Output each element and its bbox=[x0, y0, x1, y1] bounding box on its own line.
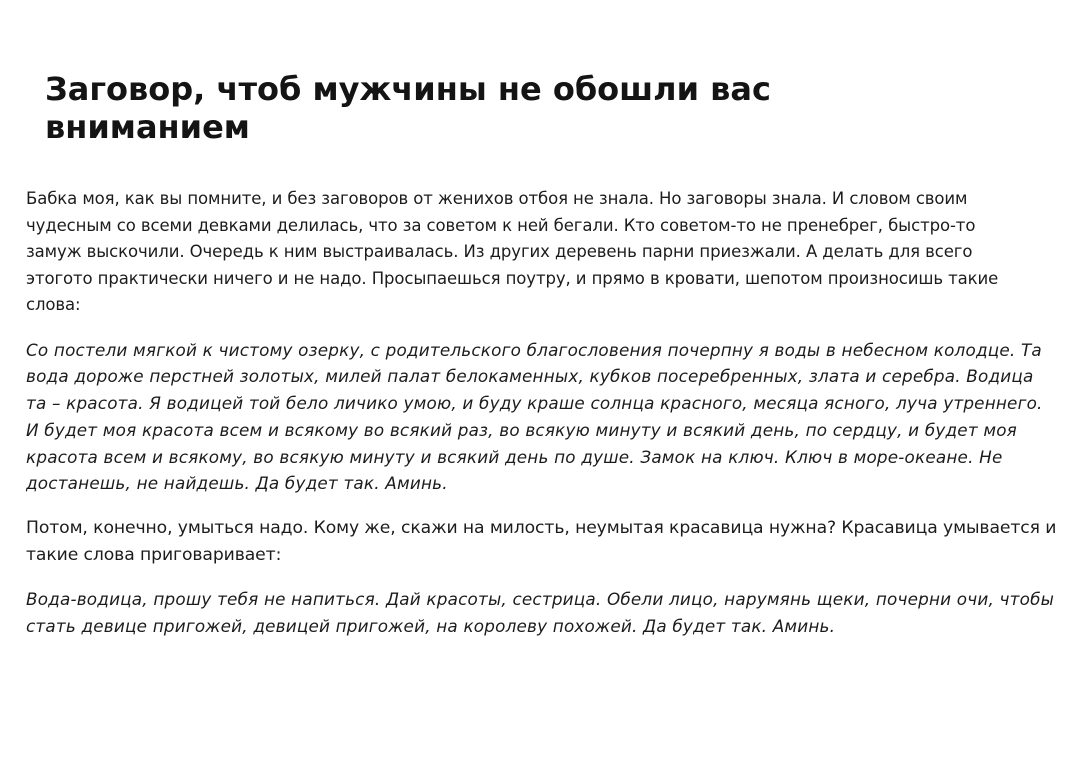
paragraph-washing: Потом, конечно, умыться надо. Кому же, скажи на милость, неумытая красавица нужна? Красавица умывается и такие слова приговаривает: bbox=[26, 518, 1057, 565]
article-title: Заговор, чтоб мужчины не обошли вас вниманием bbox=[45, 70, 771, 146]
paragraph-spell-morning: Со постели мягкой к чистому озерку, с родительского благословения почерпну я воды в небесном колодце. Та вода дороже перстней золотых, милей палат белокаменных, кубков посеребренных, злата и серебра. Водица та – красота. Я водицей той бело личико умою, и буду краше солнца красного, месяца ясного, луча утреннего. И будет моя красота всем и всякому во всякий раз, во всякую минуту и всякий день, по сердцу, и будет моя красота всем и всякому, во всякую минуту и всякий день по душе. Замок на ключ. Ключ в море-океане. Не достанешь, не найдешь. Да будет так. Аминь. bbox=[26, 339, 1043, 494]
paragraph-spell-water: Вода-водица, прошу тебя не напиться. Дай красоты, сестрица. Обели лицо, нарумянь щеки, почерни очи, чтобы стать девице пригожей, девицей пригожей, на королеву похожей. Да будет так. Аминь. bbox=[26, 589, 1055, 637]
paragraph-intro: Бабка моя, как вы помните, и без заговоров от женихов отбоя не знала. Но заговоры знала. И словом своим чудесным со всеми девками делилась, что за советом к ней бегали. Кто советом-то не пренебрег, быстро-то замуж выскочили. Очередь к ним выстраивалась. Из других деревень парни приезжали. А делать для всего этогото практически ничего и не надо. Просыпаешься поутру, и прямо в кровати, шепотом произносишь такие слова: bbox=[26, 189, 999, 314]
